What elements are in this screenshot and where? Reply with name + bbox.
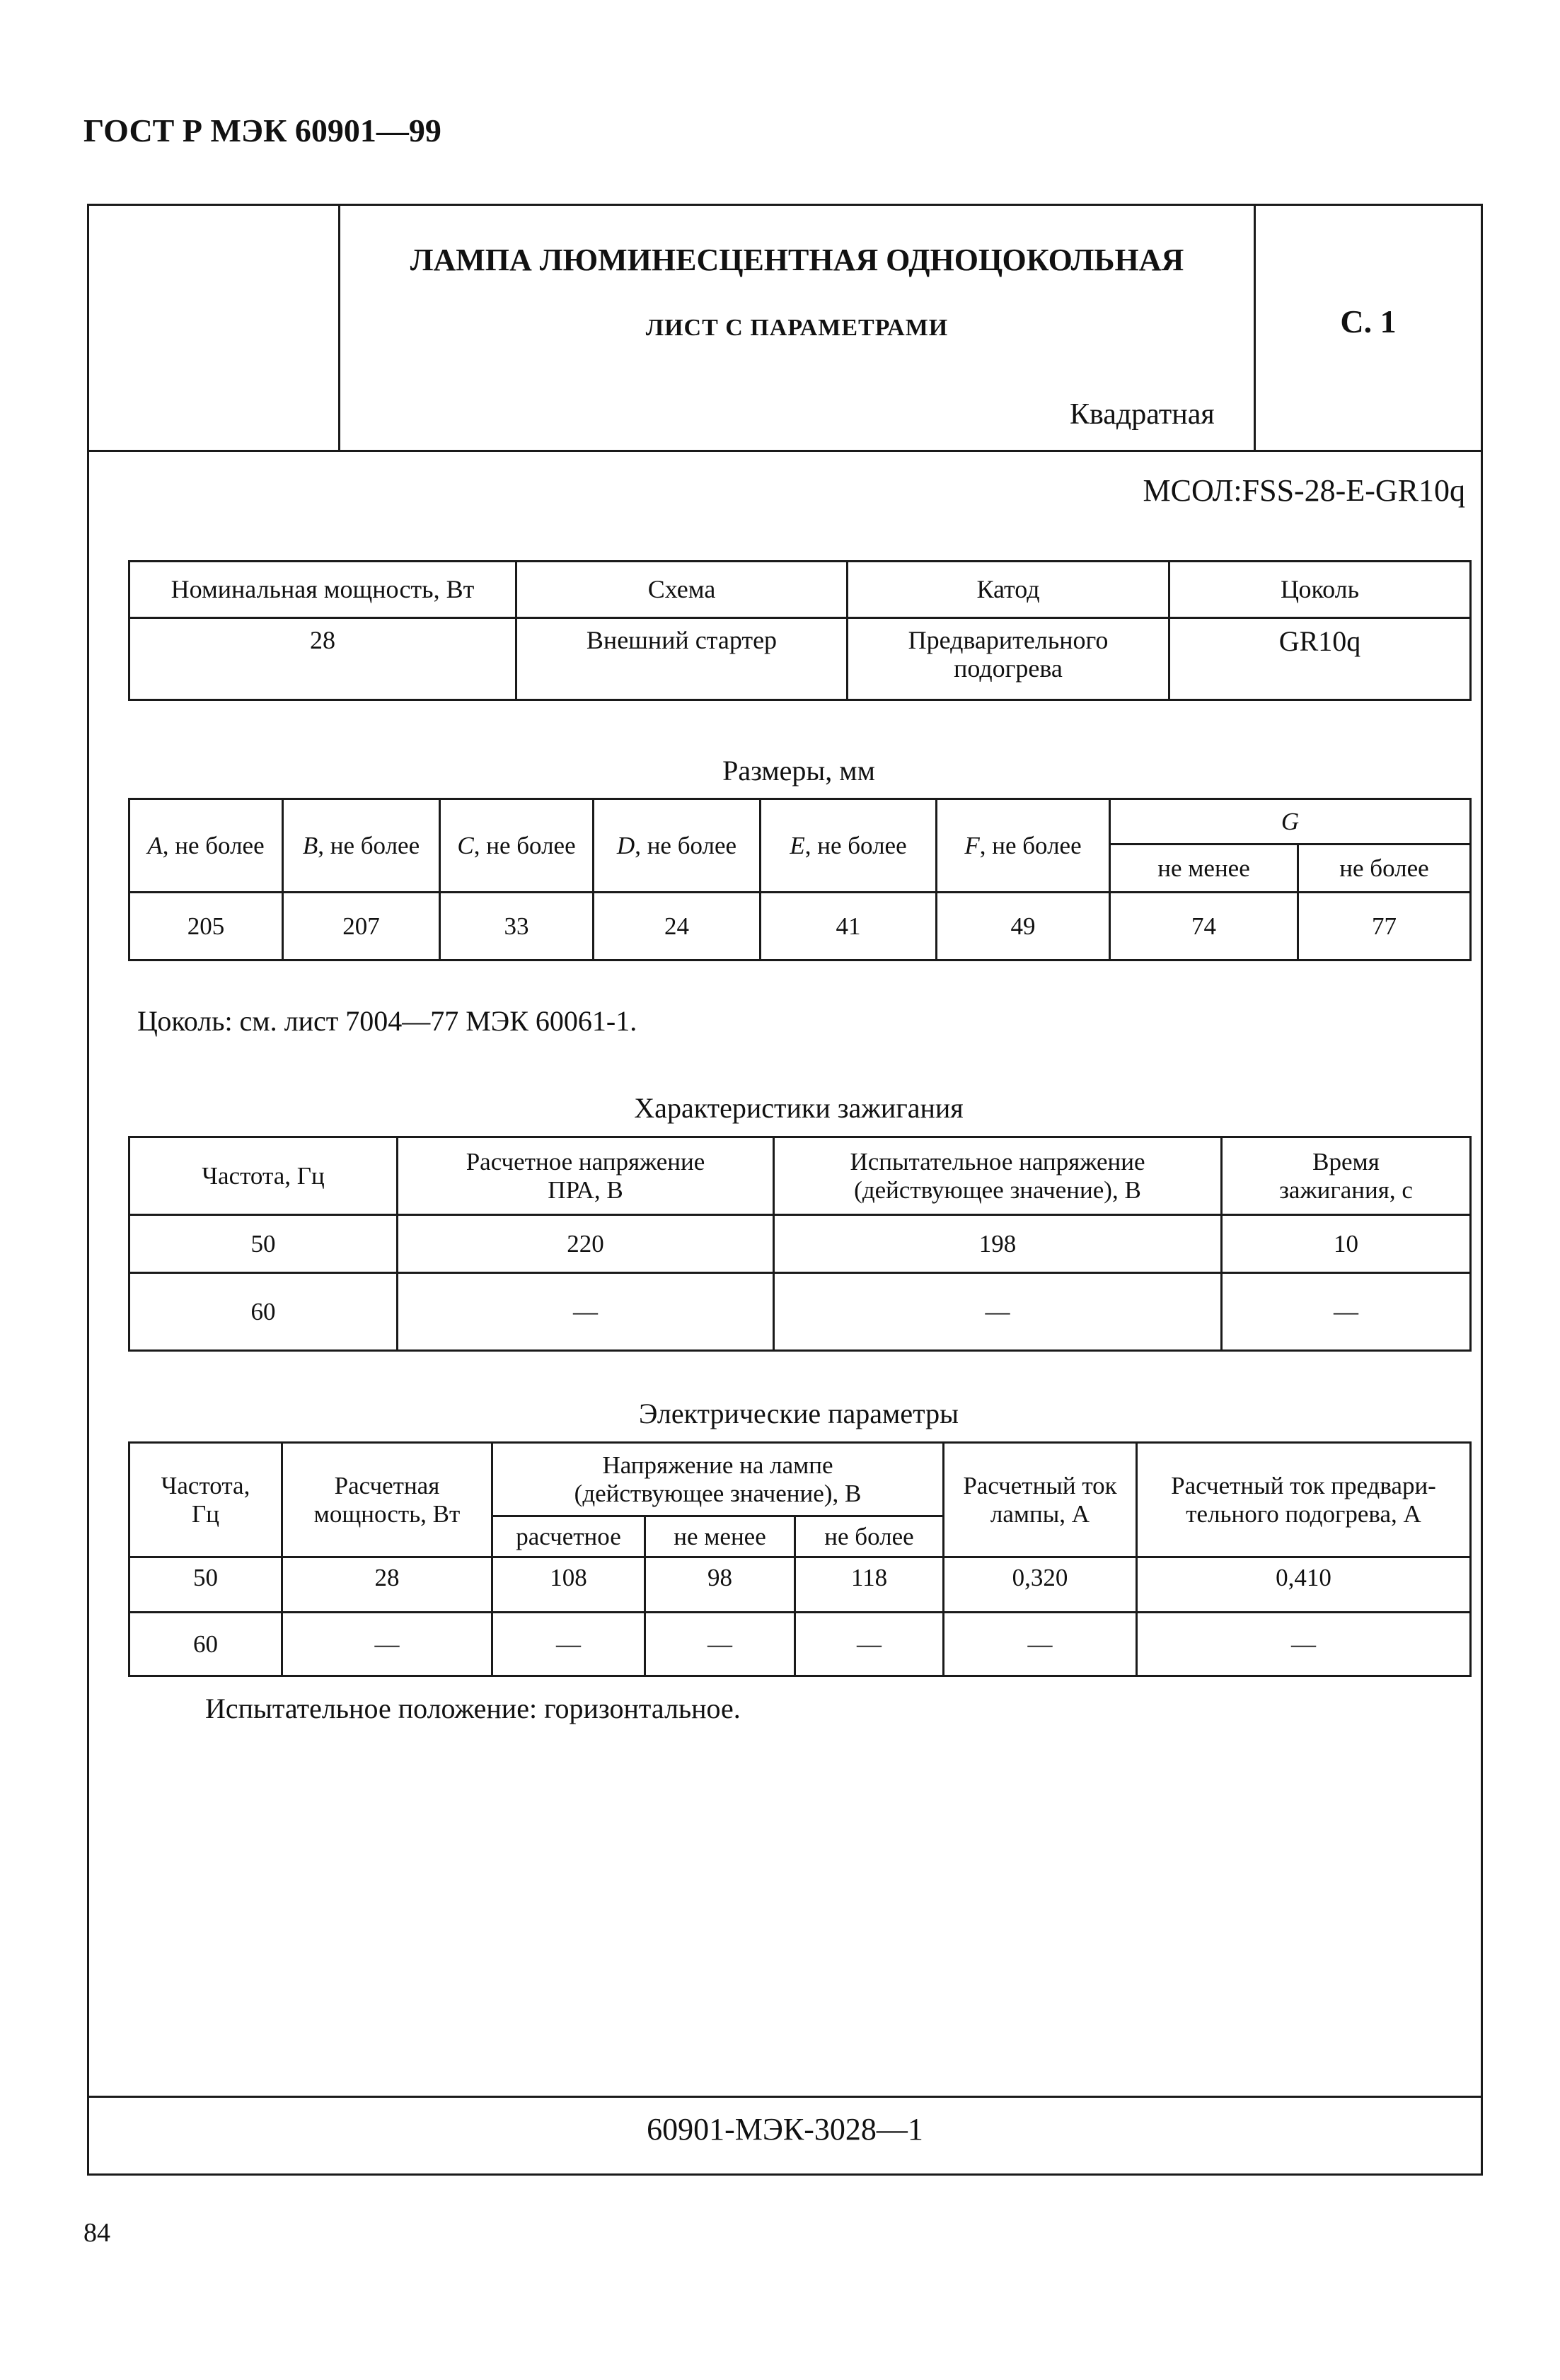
start-row1-test-voltage: 198	[774, 1215, 1222, 1273]
elec-header-power: Расчетная мощность, Вт	[282, 1443, 492, 1557]
dim-value-g-min: 74	[1110, 893, 1298, 960]
dimensions-table	[128, 798, 1472, 961]
lamp-designation: МСОЛ:FSS-28-E-GR10q	[1143, 473, 1465, 508]
elec-row1-voltage-rated: 108	[492, 1557, 645, 1613]
dim-header-b: B, не более	[283, 799, 440, 893]
elec-header-frequency: Частота, Гц	[129, 1443, 282, 1557]
header-circuit: Схема	[516, 562, 848, 618]
elec-row2-voltage-min: —	[645, 1613, 795, 1676]
elec-header-lamp-current: Расчетный ток лампы, А	[944, 1443, 1137, 1557]
dim-header-g-max: не более	[1298, 844, 1471, 893]
elec-row2-lamp-current: —	[944, 1613, 1137, 1676]
elec-row1-frequency: 50	[129, 1557, 282, 1613]
dim-header-d: D, не более	[594, 799, 761, 893]
elec-row2-voltage-max: —	[795, 1613, 944, 1676]
elec-row2-voltage-rated: —	[492, 1613, 645, 1676]
electrical-table	[128, 1441, 1472, 1677]
title-block-bottom	[87, 450, 1483, 452]
lamp-shape: Квадратная	[1070, 398, 1215, 431]
value-circuit: Внешний стартер	[516, 618, 848, 700]
dim-value-a: 205	[129, 893, 283, 960]
dim-value-g-max: 77	[1298, 893, 1471, 960]
dimensions-title: Размеры, мм	[722, 755, 875, 786]
elec-row2-preheat-current: —	[1137, 1613, 1471, 1676]
page-number: 84	[83, 2218, 110, 2248]
footer-divider	[87, 2096, 1483, 2098]
start-header-test-voltage: Испытательное напряжение (действующее значение), В	[774, 1137, 1222, 1215]
dim-value-d: 24	[594, 893, 761, 960]
sheet-number: С. 1	[1340, 303, 1397, 339]
sheet-subtitle: ЛИСТ С ПАРАМЕТРАМИ	[645, 315, 949, 341]
footer-code: 60901-МЭК-3028—1	[647, 2112, 923, 2147]
standard-header: ГОСТ Р МЭК 60901—99	[83, 112, 441, 149]
starting-table	[128, 1136, 1472, 1352]
start-row1-time: 10	[1222, 1215, 1471, 1273]
sheet-title: ЛАМПА ЛЮМИНЕСЦЕНТНАЯ ОДНОЦОКОЛЬНАЯ	[410, 243, 1184, 277]
dim-header-c: C, не более	[440, 799, 594, 893]
elec-row1-power: 28	[282, 1557, 492, 1613]
starting-title: Характеристики зажигания	[634, 1092, 964, 1124]
value-cap: GR10q	[1169, 618, 1471, 700]
elec-row1-preheat-current: 0,410	[1137, 1557, 1471, 1613]
header-cap: Цоколь	[1169, 562, 1471, 618]
dim-header-e: E, не более	[761, 799, 937, 893]
elec-row2-frequency: 60	[129, 1613, 282, 1676]
electrical-title: Электрические параметры	[639, 1398, 959, 1429]
elec-row2-power: —	[282, 1613, 492, 1676]
general-table	[128, 560, 1472, 701]
cap-note: Цоколь: см. лист 7004—77 МЭК 60061-1.	[137, 1005, 637, 1037]
elec-header-voltage-max: не более	[795, 1516, 944, 1557]
dim-value-e: 41	[761, 893, 937, 960]
dim-header-f: F, не более	[937, 799, 1110, 893]
start-row2-ballast-voltage: —	[398, 1273, 774, 1351]
test-position: Испытательное положение: горизонтальное.	[205, 1693, 741, 1724]
value-nominal-power: 28	[129, 618, 516, 700]
header-cathode: Катод	[848, 562, 1169, 618]
elec-row1-voltage-max: 118	[795, 1557, 944, 1613]
start-row2-test-voltage: —	[774, 1273, 1222, 1351]
elec-header-voltage-min: не менее	[645, 1516, 795, 1557]
elec-row1-voltage-min: 98	[645, 1557, 795, 1613]
dim-header-g: G	[1110, 799, 1471, 844]
elec-header-preheat-current: Расчетный ток предвари-тельного подогрева, А	[1137, 1443, 1471, 1557]
start-header-ballast-voltage: Расчетное напряжение ПРА, В	[398, 1137, 774, 1215]
start-row1-frequency: 50	[129, 1215, 398, 1273]
start-row2-frequency: 60	[129, 1273, 398, 1351]
start-row1-ballast-voltage: 220	[398, 1215, 774, 1273]
start-row2-time: —	[1222, 1273, 1471, 1351]
elec-header-voltage: Напряжение на лампе (действующее значение), В	[492, 1443, 944, 1516]
dim-value-c: 33	[440, 893, 594, 960]
elec-header-voltage-rated: расчетное	[492, 1516, 645, 1557]
value-cathode: Предварительного подогрева	[848, 618, 1169, 700]
dim-value-f: 49	[937, 893, 1110, 960]
header-nominal-power: Номинальная мощность, Вт	[129, 562, 516, 618]
dim-value-b: 207	[283, 893, 440, 960]
dim-header-g-min: не менее	[1110, 844, 1298, 893]
start-header-time: Время зажигания, с	[1222, 1137, 1471, 1215]
dim-header-a: A, не более	[129, 799, 283, 893]
elec-row1-lamp-current: 0,320	[944, 1557, 1137, 1613]
start-header-frequency: Частота, Гц	[129, 1137, 398, 1215]
